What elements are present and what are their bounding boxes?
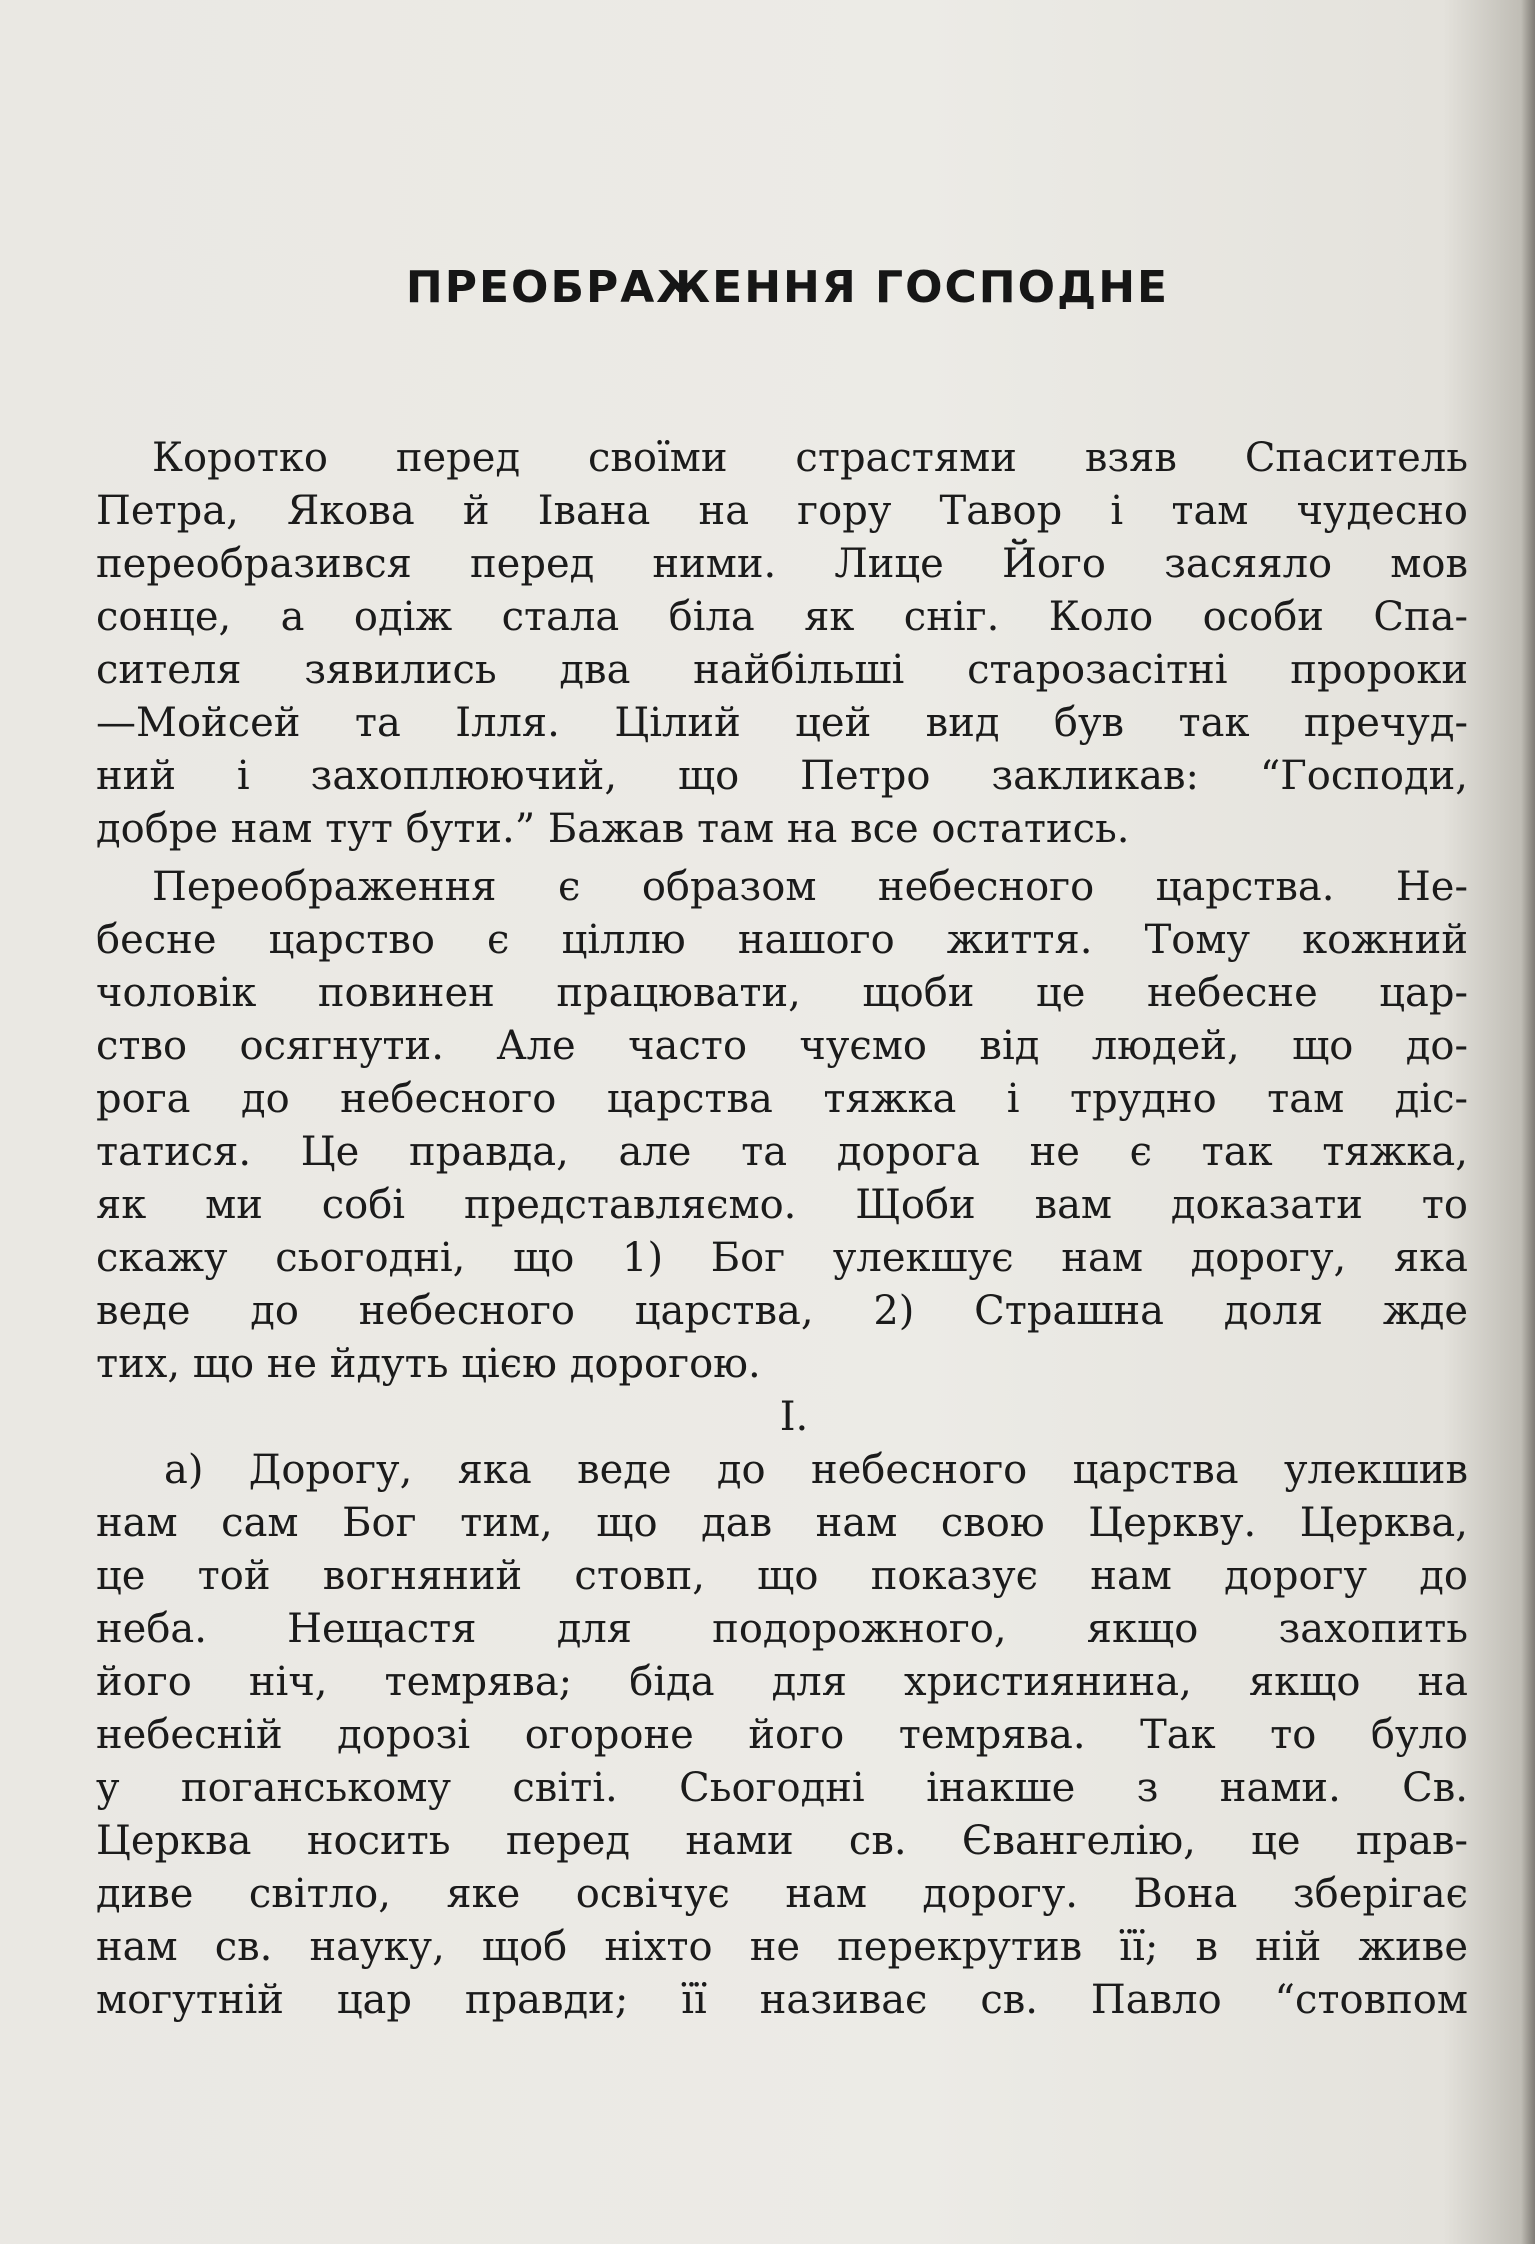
- text-line: сителя зявились два найбільші старозасітні пророки: [96, 647, 1468, 693]
- text-line: татися. Це правда, але та дорога не є так тяжка,: [96, 1129, 1468, 1175]
- text-line: скажу сьогодні, що 1) Бог улекшує нам дорогу, яка: [96, 1235, 1468, 1281]
- text-line: небесній дорозі огороне його темрява. Так то було: [96, 1712, 1468, 1758]
- text-line: ний і захоплюючий, що Петро закликав: “Господи,: [96, 753, 1468, 799]
- text-line: сонце, а одіж стала біла як сніг. Коло особи Спа-: [96, 594, 1468, 640]
- text-line: Коротко перед своїми страстями взяв Спаситель: [152, 435, 1468, 481]
- text-line: нам св. науку, щоб ніхто не перекрутив її; в ній живе: [96, 1924, 1468, 1970]
- text-line: тих, що не йдуть цією дорогою.: [96, 1341, 761, 1387]
- text-line: це той вогняний стовп, що показує нам дорогу до: [96, 1553, 1468, 1599]
- text-line: бесне царство є ціллю нашого життя. Тому кожний: [96, 917, 1468, 963]
- section-number: I.: [779, 1394, 809, 1440]
- text-line: Переображення є образом небесного царства. Не-: [152, 864, 1468, 910]
- text-line: добре нам тут бути.” Бажав там на все остатись.: [96, 806, 1130, 852]
- text-line: а) Дорогу, яка веде до небесного царства улекшив: [164, 1447, 1468, 1493]
- text-line: як ми собі представляємо. Щоби вам доказати то: [96, 1182, 1468, 1228]
- page-title: ПРЕОБРАЖЕННЯ ГОСПОДНЕ: [405, 262, 1170, 313]
- text-line: ство осягнути. Але часто чуємо від людей, що до-: [96, 1023, 1468, 1069]
- page-edge-shadow: [1521, 0, 1535, 2244]
- text-line: чоловік повинен працювати, щоби це небесне цар-: [96, 970, 1468, 1016]
- text-line: у поганському світі. Сьогодні інакше з нами. Св.: [96, 1765, 1468, 1811]
- text-line: неба. Нещастя для подорожного, якщо захопить: [96, 1606, 1468, 1652]
- text-line: могутній цар правди; її називає св. Павло “стовпом: [96, 1977, 1468, 2023]
- paragraph-2: [96, 861, 1468, 1391]
- text-line: Петра, Якова й Івана на гору Тавор і там чудесно: [96, 488, 1468, 534]
- text-line: диве світло, яке освічує нам дорогу. Вона зберігає: [96, 1871, 1468, 1917]
- paragraph-1: [96, 432, 1468, 856]
- page-body: [96, 432, 1468, 2027]
- text-line: веде до небесного царства, 2) Страшна доля жде: [96, 1288, 1468, 1334]
- paragraph-3: [96, 1444, 1468, 2027]
- text-line: Церква носить перед нами св. Євангелію, це прав-: [96, 1818, 1468, 1864]
- text-line: —Мойсей та Ілля. Цілий цей вид був так пречуд-: [96, 700, 1468, 746]
- text-line: його ніч, темрява; біда для християнина, якщо на: [96, 1659, 1468, 1705]
- text-line: нам сам Бог тим, що дав нам свою Церкву. Церква,: [96, 1500, 1468, 1546]
- text-line: переобразився перед ними. Лице Його засяяло мов: [96, 541, 1468, 587]
- text-line: рога до небесного царства тяжка і трудно там діс-: [96, 1076, 1468, 1122]
